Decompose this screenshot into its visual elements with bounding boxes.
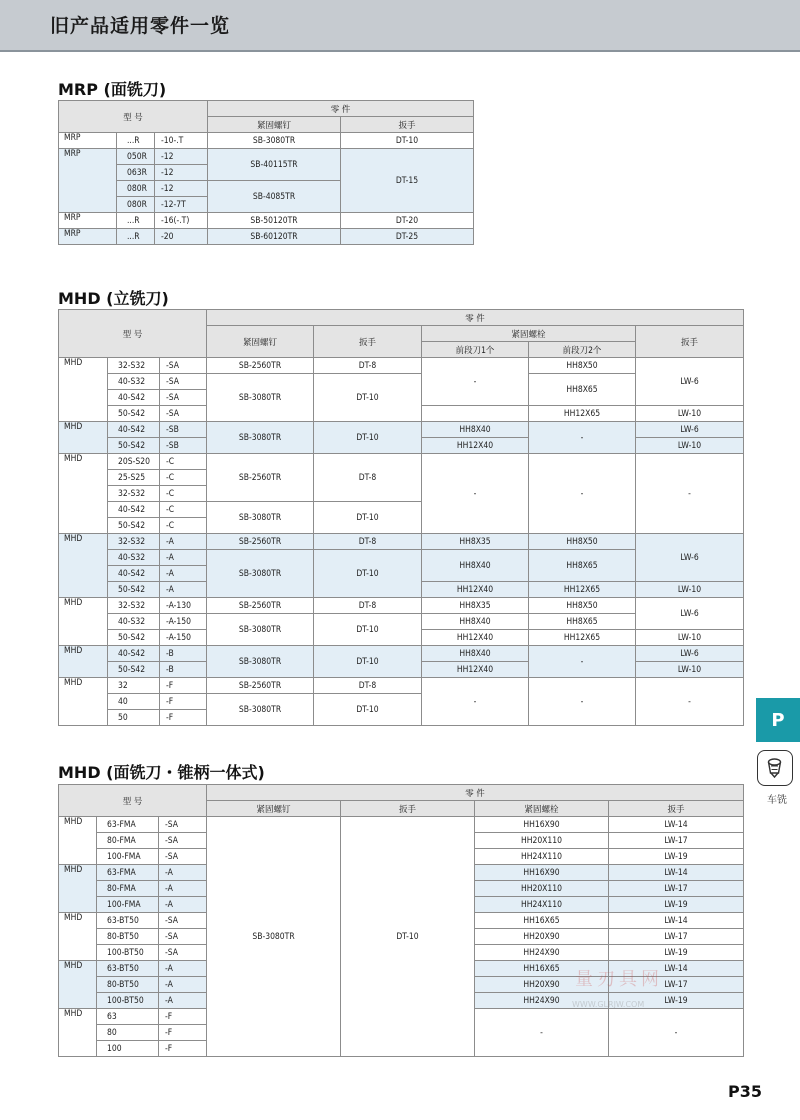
- wrench-cell: DT-10: [314, 502, 422, 534]
- bolt-cell: HH16X65: [475, 913, 609, 929]
- wrench-cell: DT-8: [314, 678, 422, 694]
- bolt-cell: HH16X90: [475, 817, 609, 833]
- header-wrench: 扳手: [341, 117, 474, 133]
- suffix-cell: -A: [160, 566, 207, 582]
- wrench-cell: DT-25: [341, 229, 474, 245]
- wrench2-cell: LW-19: [609, 945, 744, 961]
- suffix-cell: -B: [160, 646, 207, 662]
- type-cell: 40-S42: [108, 390, 160, 406]
- suffix-cell: -12: [155, 149, 208, 165]
- wrench2-cell: LW-6: [636, 422, 744, 438]
- header-model: 型 号: [59, 310, 207, 358]
- mhd-endmill-section-title: MHD (立铣刀): [58, 289, 169, 308]
- bolt2-cell: HH12X65: [529, 406, 636, 422]
- bolt-cell: HH20X110: [475, 833, 609, 849]
- suffix-cell: -10-.T: [155, 133, 208, 149]
- series-cell: MHD: [59, 534, 108, 598]
- type-cell: 50-S42: [108, 630, 160, 646]
- wrench2-cell: LW-19: [609, 993, 744, 1009]
- screw-cell: SB-60120TR: [208, 229, 341, 245]
- bolt-cell: HH16X90: [475, 865, 609, 881]
- bolt2-cell: HH8X50: [529, 598, 636, 614]
- header-parts: 零 件: [207, 785, 744, 801]
- screw-cell: SB-50120TR: [208, 213, 341, 229]
- suffix-cell: -C: [160, 502, 207, 518]
- type-cell: ...R: [117, 133, 155, 149]
- type-cell: 25-S25: [108, 470, 160, 486]
- type-cell: 100-BT50: [97, 945, 159, 961]
- side-category-label: 车铣: [767, 795, 787, 806]
- suffix-cell: -SA: [159, 913, 207, 929]
- suffix-cell: -20: [155, 229, 208, 245]
- type-cell: 100-BT50: [97, 993, 159, 1009]
- suffix-cell: -C: [160, 454, 207, 470]
- bolt-cell: HH20X90: [475, 929, 609, 945]
- wrench2-cell: LW-19: [609, 849, 744, 865]
- bolt2-cell: -: [529, 646, 636, 678]
- type-cell: 40-S42: [108, 502, 160, 518]
- suffix-cell: -SB: [160, 422, 207, 438]
- header-model: 型 号: [59, 101, 208, 133]
- type-cell: 63-BT50: [97, 961, 159, 977]
- bolt1-cell: HH8X40: [422, 614, 529, 630]
- suffix-cell: -A: [160, 582, 207, 598]
- wrench2-cell: LW-14: [609, 817, 744, 833]
- suffix-cell: -C: [160, 486, 207, 502]
- bolt1-cell: HH8X40: [422, 422, 529, 438]
- wrench-cell: DT-8: [314, 454, 422, 502]
- wrench2-cell: LW-17: [609, 881, 744, 897]
- screw-cell: SB-2560TR: [207, 454, 314, 502]
- bolt2-cell: -: [529, 678, 636, 726]
- wrench2-cell: LW-17: [609, 977, 744, 993]
- type-cell: ...R: [117, 213, 155, 229]
- type-cell: 80-FMA: [97, 881, 159, 897]
- suffix-cell: -A: [160, 550, 207, 566]
- header-wrench: 扳手: [314, 326, 422, 358]
- type-cell: 080R: [117, 181, 155, 197]
- suffix-cell: -A: [159, 865, 207, 881]
- wrench2-cell: LW-10: [636, 630, 744, 646]
- bolt2-cell: -: [529, 454, 636, 534]
- type-cell: 80-BT50: [97, 977, 159, 993]
- wrench2-cell: LW-10: [636, 582, 744, 598]
- bolt1-cell: HH12X40: [422, 662, 529, 678]
- type-cell: 050R: [117, 149, 155, 165]
- bolt-cell: HH24X90: [475, 993, 609, 1009]
- header-front-2: 前段刀2个: [529, 342, 636, 358]
- mhd-facemill-parts-table: [58, 784, 744, 1057]
- suffix-cell: -SA: [160, 390, 207, 406]
- header-rule: [0, 50, 800, 52]
- bolt2-cell: HH8X65: [529, 374, 636, 406]
- wrench2-cell: LW-14: [609, 865, 744, 881]
- bolt-cell: HH24X110: [475, 849, 609, 865]
- bolt1-cell: HH8X40: [422, 646, 529, 662]
- screw-cell: SB-3080TR: [207, 502, 314, 534]
- type-cell: 100: [97, 1041, 159, 1057]
- type-cell: 40-S42: [108, 646, 160, 662]
- bolt2-cell: HH8X65: [529, 614, 636, 630]
- type-cell: 20S-S20: [108, 454, 160, 470]
- type-cell: 50-S42: [108, 406, 160, 422]
- screw-cell: SB-3080TR: [207, 694, 314, 726]
- bolt1-cell: HH12X40: [422, 582, 529, 598]
- suffix-cell: -B: [160, 662, 207, 678]
- suffix-cell: -C: [160, 470, 207, 486]
- mrp-section-title: MRP (面铣刀): [58, 80, 167, 99]
- type-cell: 40-S32: [108, 614, 160, 630]
- type-cell: 32-S32: [108, 534, 160, 550]
- suffix-cell: -SA: [159, 817, 207, 833]
- wrench2-cell: -: [609, 1009, 744, 1057]
- mhd-facemill-section-title: MHD (面铣刀・锥柄一体式): [58, 763, 265, 782]
- bolt1-cell: HH8X35: [422, 534, 529, 550]
- suffix-cell: -SA: [159, 945, 207, 961]
- series-cell: MHD: [59, 865, 97, 913]
- suffix-cell: -A: [159, 977, 207, 993]
- wrench2-cell: LW-10: [636, 406, 744, 422]
- type-cell: 80-FMA: [97, 833, 159, 849]
- type-cell: 40: [108, 694, 160, 710]
- header-wrench-2: 扳手: [636, 326, 744, 358]
- bolt1-cell: HH8X35: [422, 598, 529, 614]
- header-screw: 紧固螺钉: [207, 801, 341, 817]
- suffix-cell: -SA: [160, 406, 207, 422]
- suffix-cell: -A-150: [160, 614, 207, 630]
- header-bolt: 紧固螺栓: [422, 326, 636, 342]
- page-header: [0, 0, 800, 50]
- wrench2-cell: -: [636, 454, 744, 534]
- series-cell: MHD: [59, 1009, 97, 1057]
- type-cell: 32-S32: [108, 358, 160, 374]
- suffix-cell: -SA: [160, 374, 207, 390]
- screw-cell: SB-3080TR: [208, 133, 341, 149]
- wrench2-cell: LW-17: [609, 833, 744, 849]
- wrench2-cell: -: [636, 678, 744, 726]
- bolt2-cell: HH12X65: [529, 630, 636, 646]
- screw-cell: SB-3080TR: [207, 422, 314, 454]
- page-number: P35: [728, 1082, 762, 1101]
- series-cell: MHD: [59, 358, 108, 422]
- suffix-cell: -12: [155, 165, 208, 181]
- screw-cell: SB-3080TR: [207, 646, 314, 678]
- header-front-1: 前段刀1个: [422, 342, 529, 358]
- bolt2-cell: -: [529, 422, 636, 454]
- header-wrench: 扳手: [341, 801, 475, 817]
- bolt2-cell: HH12X65: [529, 582, 636, 598]
- bolt-cell: HH24X110: [475, 897, 609, 913]
- page-title: 旧产品适用零件一览: [50, 15, 231, 37]
- type-cell: 50-S42: [108, 582, 160, 598]
- header-screw: 紧固螺钉: [208, 117, 341, 133]
- bolt-cell: HH20X110: [475, 881, 609, 897]
- series-cell: MHD: [59, 961, 97, 1009]
- screw-cell: SB-3080TR: [207, 374, 314, 422]
- bolt1-cell: HH12X40: [422, 438, 529, 454]
- header-screw: 紧固螺钉: [207, 326, 314, 358]
- type-cell: 063R: [117, 165, 155, 181]
- type-cell: 080R: [117, 197, 155, 213]
- screw-cell: SB-40115TR: [208, 149, 341, 181]
- suffix-cell: -F: [160, 678, 207, 694]
- wrench-cell: DT-20: [341, 213, 474, 229]
- screw-cell: SB-2560TR: [207, 534, 314, 550]
- type-cell: 50: [108, 710, 160, 726]
- bolt2-cell: HH8X65: [529, 550, 636, 582]
- bolt1-cell: -: [422, 678, 529, 726]
- header-model: 型 号: [59, 785, 207, 817]
- series-cell: MHD: [59, 598, 108, 646]
- suffix-cell: -SA: [159, 929, 207, 945]
- series-cell: MHD: [59, 646, 108, 678]
- suffix-cell: -A-150: [160, 630, 207, 646]
- wrench-cell: DT-10: [314, 614, 422, 646]
- type-cell: 100-FMA: [97, 897, 159, 913]
- header-parts: 零 件: [208, 101, 474, 117]
- bolt1-cell: [422, 406, 529, 422]
- screw-cell: SB-4085TR: [208, 181, 341, 213]
- series-cell: MHD: [59, 454, 108, 534]
- suffix-cell: -SB: [160, 438, 207, 454]
- screw-cell: SB-3080TR: [207, 614, 314, 646]
- watermark: 量刃具网: [575, 969, 663, 990]
- series-cell: MHD: [59, 422, 108, 454]
- wrench2-cell: LW-17: [609, 929, 744, 945]
- suffix-cell: -C: [160, 518, 207, 534]
- suffix-cell: -A: [159, 993, 207, 1009]
- bolt-cell: HH24X90: [475, 945, 609, 961]
- suffix-cell: -SA: [160, 358, 207, 374]
- type-cell: 100-FMA: [97, 849, 159, 865]
- wrench2-cell: LW-6: [636, 534, 744, 582]
- suffix-cell: -F: [160, 694, 207, 710]
- bolt2-cell: HH8X50: [529, 534, 636, 550]
- header-bolt: 紧固螺栓: [475, 801, 609, 817]
- series-cell: MRP: [59, 133, 117, 149]
- bolt-cell: HH20X90: [475, 977, 609, 993]
- suffix-cell: -A: [159, 961, 207, 977]
- wrench-cell: DT-10: [314, 550, 422, 598]
- wrench2-cell: LW-14: [609, 961, 744, 977]
- bolt-cell: HH16X65: [475, 961, 609, 977]
- type-cell: 32-S32: [108, 598, 160, 614]
- series-cell: MRP: [59, 229, 117, 245]
- type-cell: 50-S42: [108, 438, 160, 454]
- mrp-parts-table: [58, 100, 474, 245]
- type-cell: 63-FMA: [97, 817, 159, 833]
- wrench-cell: DT-10: [314, 646, 422, 678]
- wrench2-cell: LW-10: [636, 662, 744, 678]
- type-cell: 80: [97, 1025, 159, 1041]
- bolt1-cell: HH8X40: [422, 550, 529, 582]
- wrench2-cell: LW-6: [636, 598, 744, 630]
- suffix-cell: -SA: [159, 833, 207, 849]
- suffix-cell: -F: [159, 1041, 207, 1057]
- bolt1-cell: -: [422, 358, 529, 406]
- bolt-cell: -: [475, 1009, 609, 1057]
- suffix-cell: -F: [159, 1009, 207, 1025]
- wrench-cell: DT-10: [314, 422, 422, 454]
- type-cell: 63: [97, 1009, 159, 1025]
- wrench-cell: DT-8: [314, 598, 422, 614]
- wrench-cell: DT-15: [341, 149, 474, 213]
- screw-cell: SB-3080TR: [207, 817, 341, 1057]
- type-cell: 40-S42: [108, 566, 160, 582]
- wrench2-cell: LW-14: [609, 913, 744, 929]
- wrench-cell: DT-10: [314, 694, 422, 726]
- suffix-cell: -A-130: [160, 598, 207, 614]
- type-cell: ...R: [117, 229, 155, 245]
- insert-tool-icon: [757, 750, 793, 786]
- series-cell: MHD: [59, 678, 108, 726]
- series-cell: MHD: [59, 817, 97, 865]
- type-cell: 40-S32: [108, 374, 160, 390]
- header-wrench-2: 扳手: [609, 801, 744, 817]
- type-cell: 32-S32: [108, 486, 160, 502]
- type-cell: 32: [108, 678, 160, 694]
- type-cell: 80-BT50: [97, 929, 159, 945]
- watermark-url: WWW.GLRJW.COM: [572, 1000, 645, 1009]
- screw-cell: SB-2560TR: [207, 678, 314, 694]
- wrench-cell: DT-8: [314, 534, 422, 550]
- type-cell: 50-S42: [108, 518, 160, 534]
- series-cell: MRP: [59, 149, 117, 213]
- screw-cell: SB-3080TR: [207, 550, 314, 598]
- bolt1-cell: -: [422, 454, 529, 534]
- series-cell: MRP: [59, 213, 117, 229]
- wrench2-cell: LW-19: [609, 897, 744, 913]
- section-tab-p[interactable]: P: [756, 698, 800, 742]
- bolt2-cell: HH8X50: [529, 358, 636, 374]
- type-cell: 63-FMA: [97, 865, 159, 881]
- wrench-cell: DT-10: [341, 817, 475, 1057]
- suffix-cell: -16(-.T): [155, 213, 208, 229]
- bolt1-cell: HH12X40: [422, 630, 529, 646]
- type-cell: 50-S42: [108, 662, 160, 678]
- wrench-cell: DT-8: [314, 358, 422, 374]
- suffix-cell: -A: [159, 881, 207, 897]
- suffix-cell: -A: [160, 534, 207, 550]
- type-cell: 40-S42: [108, 422, 160, 438]
- suffix-cell: -12-7T: [155, 197, 208, 213]
- screw-cell: SB-2560TR: [207, 598, 314, 614]
- type-cell: 40-S32: [108, 550, 160, 566]
- wrench-cell: DT-10: [341, 133, 474, 149]
- screw-cell: SB-2560TR: [207, 358, 314, 374]
- suffix-cell: -A: [159, 897, 207, 913]
- series-cell: MHD: [59, 913, 97, 961]
- type-cell: 63-BT50: [97, 913, 159, 929]
- mhd-endmill-parts-table: [58, 309, 744, 726]
- header-parts: 零 件: [207, 310, 744, 326]
- wrench2-cell: LW-6: [636, 358, 744, 406]
- suffix-cell: -F: [159, 1025, 207, 1041]
- wrench2-cell: LW-10: [636, 438, 744, 454]
- suffix-cell: -12: [155, 181, 208, 197]
- wrench-cell: DT-10: [314, 374, 422, 422]
- suffix-cell: -F: [160, 710, 207, 726]
- suffix-cell: -SA: [159, 849, 207, 865]
- wrench2-cell: LW-6: [636, 646, 744, 662]
